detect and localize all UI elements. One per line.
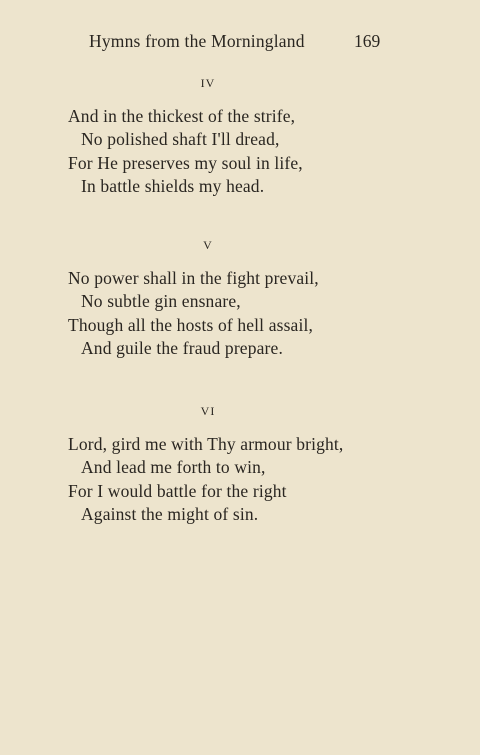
verse-line: And in the thickest of the strife, [68, 106, 296, 126]
verse-line: No power shall in the fight prevail, [68, 268, 319, 288]
verse-line: And lead me forth to win, [81, 457, 266, 478]
stanza [68, 267, 319, 360]
verse-line: No polished shaft I'll dread, [81, 129, 280, 150]
verse-line: Against the might of sin. [81, 503, 259, 524]
stanza [68, 105, 303, 198]
verse-line: And guile the fraud prepare. [81, 337, 283, 358]
verse-line: For He preserves my soul in life, [68, 152, 303, 173]
stanza-numeral: VI [200, 404, 216, 418]
page-number: 169 [354, 31, 381, 51]
stanza [68, 433, 343, 526]
verse-line: Though all the hosts of hell assail, [68, 314, 314, 335]
running-title: Hymns from the Morningland [89, 31, 305, 51]
verse-line: Lord, gird me with Thy armour bright, [68, 434, 344, 454]
stanza-numeral: V [203, 238, 213, 252]
verse-line: For I would battle for the right [68, 480, 287, 501]
stanza-numeral: IV [200, 76, 216, 90]
verse-line: In battle shields my head. [81, 175, 265, 196]
verse-line: No subtle gin ensnare, [81, 291, 241, 312]
